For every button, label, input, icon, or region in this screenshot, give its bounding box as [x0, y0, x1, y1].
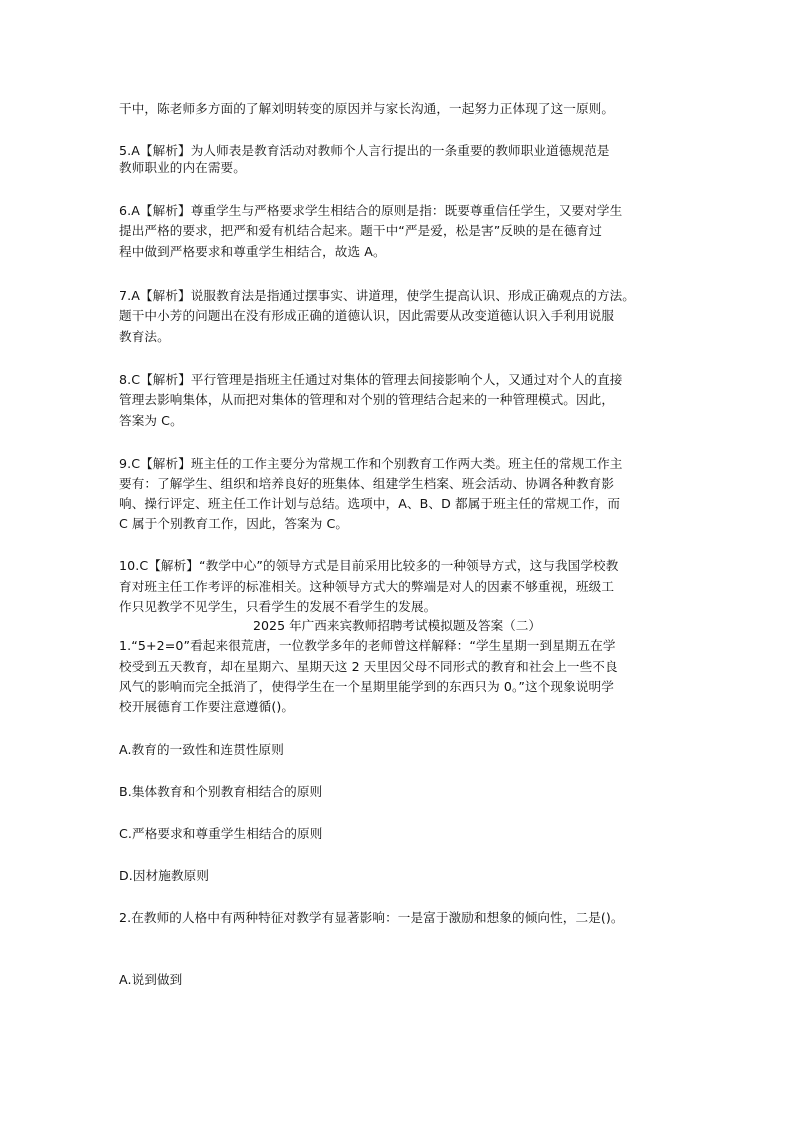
text-line: 2.在教师的人格中有两种特征对教学有显著影响：一是富于激励和想象的倾向性，二是()。 [119, 910, 624, 925]
text-line: 作只见教学不见学生，只看学生的发展不看学生的发展。 [119, 599, 437, 614]
text-line: 管理去影响集体，从而把对集体的管理和对个别的管理结合起来的一种管理模式。因此， [119, 392, 615, 407]
text-line: 提出严格的要求，把严和爱有机结合起来。题干中“严是爱，松是害”反映的是在德育过 [119, 223, 602, 238]
text-line: C 属于个别教育工作，因此，答案为 C。 [119, 516, 349, 531]
text-line: 7.A【解析】说服教育法是指通过摆事实、讲道理，使学生提高认识、形成正确观点的方法。 [119, 288, 635, 303]
text-line: 教师职业的内在需要。 [119, 160, 246, 175]
option-line: C.严格要求和尊重学生相结合的原则 [119, 826, 323, 841]
text-line: 6.A【解析】尊重学生与严格要求学生相结合的原则是指：既要尊重信任学生，又要对学生 [119, 203, 623, 218]
text-line: 教育法。 [119, 329, 170, 344]
option-line: D.因材施教原则 [119, 868, 210, 883]
option-line: A.教育的一致性和连贯性原则 [119, 742, 284, 757]
option-line: A.说到做到 [119, 972, 183, 987]
text-line: 8.C【解析】平行管理是指班主任通过对集体的管理去间接影响个人，又通过对个人的直接 [119, 372, 623, 387]
text-line: 题干中小芳的问题出在没有形成正确的道德认识，因此需要从改变道德认识入手利用说服 [119, 308, 615, 323]
text-line: 校开展德育工作要注意遵循()。 [119, 699, 295, 714]
text-line: 10.C【解析】“教学中心”的领导方式是目前采用比较多的一种领导方式，这与我国学校教 [119, 558, 619, 573]
text-line: 程中做到严格要求和尊重学生相结合，故选 A。 [119, 244, 386, 259]
text-line: 干中，陈老师多方面的了解刘明转变的原因并与家长沟通，一起努力正体现了这一原则。 [119, 101, 615, 116]
text-line: 要有：了解学生、组织和培养良好的班集体、组建学生档案、班会活动、协调各种教育影 [119, 476, 615, 491]
text-line: 风气的影响而完全抵消了，使得学生在一个星期里能学到的东西只为 0。”这个现象说明学 [119, 679, 614, 694]
text-line: 校受到五天教育，却在星期六、星期天这 2 天里因父母不同形式的教育和社会上一些不良 [119, 659, 618, 674]
text-line: 育对班主任工作考评的标准相关。这种领导方式大的弊端是对人的因素不够重视，班级工 [119, 579, 615, 594]
text-line: 1.“5+2=0”看起来很荒唐，一位教学多年的老师曾这样解释：“学生星期一到星期五在学 [119, 638, 616, 653]
text-line: 答案为 C。 [119, 413, 183, 428]
section-title: 2025 年广西来宾教师招聘考试模拟题及答案（二） [253, 618, 541, 633]
text-line: 9.C【解析】班主任的工作主要分为常规工作和个别教育工作两大类。班主任的常规工作主 [119, 456, 623, 471]
option-line: B.集体教育和个别教育相结合的原则 [119, 784, 323, 799]
text-line: 5.A【解析】为人师表是教育活动对教师个人言行提出的一条重要的教师职业道德规范是 [119, 143, 610, 158]
text-line: 响、操行评定、班主任工作计划与总结。选项中，A、B、D 都属于班主任的常规工作，而 [119, 496, 621, 511]
